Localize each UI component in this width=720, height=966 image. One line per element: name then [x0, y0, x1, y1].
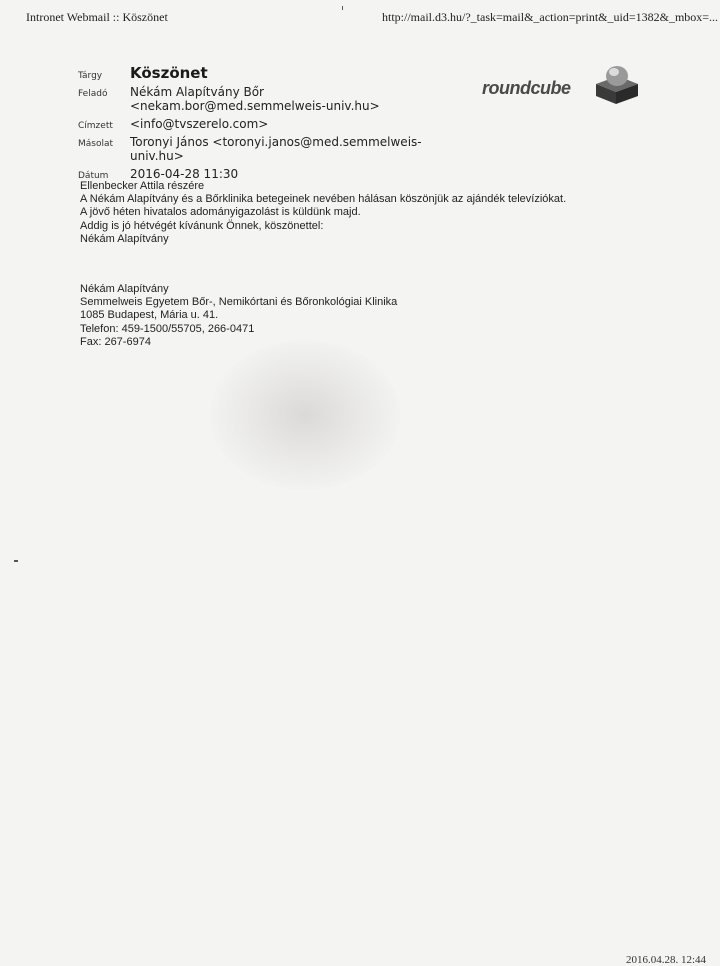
to-label: Címzett: [78, 121, 113, 131]
signature-line: Telefon: 459-1500/55705, 266-0471: [80, 322, 255, 335]
from-row: [78, 85, 458, 113]
to-value: <info@tvszerelo.com>: [130, 117, 269, 131]
date-value: 2016-04-28 11:30: [130, 167, 239, 181]
message-headers: [78, 66, 458, 185]
subject-row: [78, 66, 458, 81]
from-value: Nékám Alapítvány Bőr <nekam.bor@med.semmelweis-univ.hu>: [130, 85, 380, 113]
body-line: Ellenbecker Attila részére: [80, 180, 205, 192]
cc-label: Másolat: [78, 139, 114, 149]
signature-line: Nékám Alapítvány: [80, 283, 169, 296]
subject-label: Tárgy: [78, 71, 103, 81]
signature-line: Fax: 267-6974: [80, 335, 151, 348]
message-body: [80, 180, 640, 349]
date-label: Dátum: [78, 171, 109, 181]
from-label: Feladó: [78, 89, 108, 99]
signature-block: [80, 283, 640, 349]
logo-text: roundcube: [482, 78, 571, 98]
date-row: [78, 167, 458, 181]
to-row: [78, 117, 458, 131]
print-header-title: Intronet Webmail :: Köszönet: [26, 10, 168, 24]
body-line: A jövő héten hivatalos adományigazolást is küldünk majd.: [80, 206, 361, 219]
scan-speck: [14, 560, 18, 562]
roundcube-logo: [482, 62, 642, 108]
print-header-url: http://mail.d3.hu/?_task=mail&_action=print&_uid=1382&_mbox=...: [382, 10, 719, 24]
signature-line: Semmelweis Egyetem Bőr-, Nemikórtani és Bőronkológiai Klinika: [80, 296, 398, 309]
body-line: Nékám Alapítvány: [80, 232, 169, 245]
cc-value: Toronyi János <toronyi.janos@med.semmelweis-univ.hu>: [130, 135, 422, 163]
signature-line: 1085 Budapest, Mária u. 41.: [80, 309, 219, 322]
body-line: A Nékám Alapítvány és a Bőrklinika betegeinek nevében hálásan köszönjük az ajándék televíziókat.: [80, 193, 567, 206]
roundcube-cube-icon: [592, 62, 642, 106]
subject-value: Köszönet: [130, 64, 208, 82]
cc-row: [78, 135, 458, 163]
print-footer-timestamp: 2016.04.28. 12:44: [626, 954, 707, 966]
scan-smudge: [210, 340, 400, 490]
body-line: Addig is jó hétvégét kívánunk Önnek, köszönettel:: [80, 219, 324, 232]
scan-speck: [342, 6, 343, 10]
